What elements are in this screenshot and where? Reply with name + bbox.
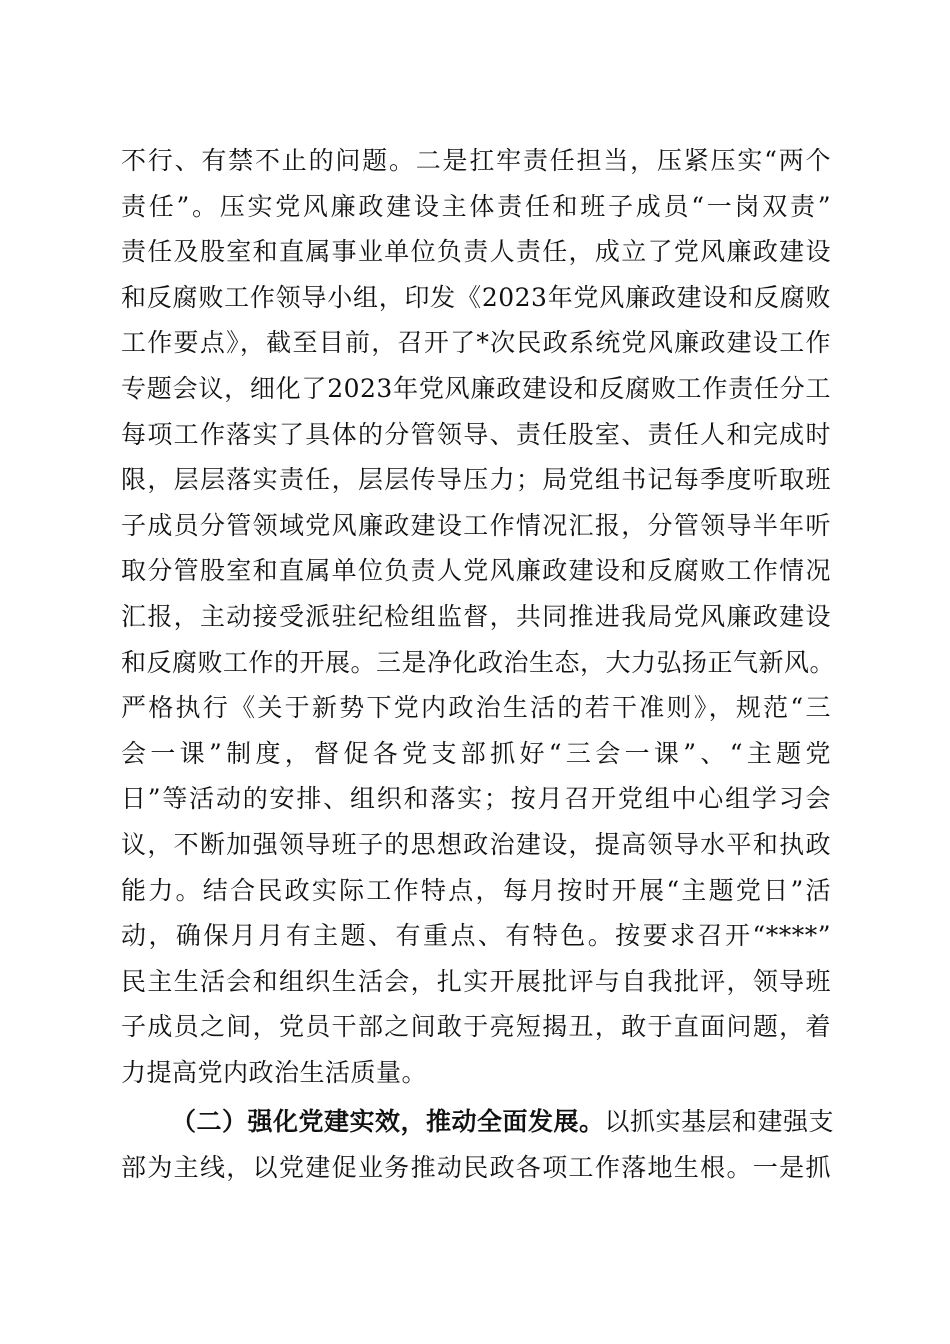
text-line: 民主生活会和组织生活会，扎实开展批评与自我批评，领导班	[121, 966, 831, 996]
text-line: 力提高党内政治生活质量。	[121, 1057, 428, 1087]
section-heading: （二）强化党建实效，推动全面发展。	[171, 1107, 605, 1137]
section-heading-rest: 以抓实基层和建强支	[604, 1107, 835, 1137]
text-line: 动，确保月月有主题、有重点、有特色。按要求召开“****”	[121, 921, 831, 951]
text-line: 和反腐败工作的开展。三是净化政治生态，大力弘扬正气新风。	[121, 647, 836, 677]
body-text	[121, 138, 836, 1191]
text-line: 和反腐败工作领导小组，印发《2023年党风廉政建设和反腐败	[121, 282, 831, 312]
text-line: 责任及股室和直属事业单位负责人责任，成立了党风廉政建设	[121, 237, 831, 267]
text-line: 子成员之间，党员干部之间敢于亮短揭丑，敢于直面问题，着	[121, 1012, 831, 1042]
text-line: 会一课”制度，督促各党支部抓好“三会一课”、“主题党	[121, 738, 832, 768]
text-line: 责任”。压实党风廉政建设主体责任和班子成员“一岗双责”	[121, 191, 831, 221]
text-line: 汇报，主动接受派驻纪检组监督，共同推进我局党风廉政建设	[121, 601, 831, 631]
text-line: 不行、有禁不止的问题。二是扛牢责任担当，压紧压实“两个	[121, 146, 831, 175]
text-line: 能力。结合民政实际工作特点，每月按时开展“主题党日”活	[121, 875, 831, 905]
text-line: 议，不断加强领导班子的思想政治建设，提高领导水平和执政	[121, 829, 831, 859]
text-line: 工作要点》，截至目前，召开了*次民政系统党风廉政建设工作	[121, 328, 831, 358]
text-line: 限，层层落实责任，层层传导压力；局党组书记每季度听取班	[121, 465, 831, 495]
text-line: 取分管股室和直属单位负责人党风廉政建设和反腐败工作情况	[121, 556, 831, 586]
text-line: 子成员分管领域党风廉政建设工作情况汇报，分管领导半年听	[121, 510, 831, 540]
section-heading-line	[121, 1099, 835, 1145]
text-line: 每项工作落实了具体的分管领导、责任股室、责任人和完成时	[121, 419, 831, 449]
text-line: 严格执行《关于新势下党内政治生活的若干准则》，规范“三	[121, 693, 831, 723]
text-line: 部为主线，以党建促业务推动民政各项工作落地生根。一是抓	[121, 1153, 831, 1183]
text-line: 专题会议，细化了2023年党风廉政建设和反腐败工作责任分工	[121, 373, 831, 403]
text-line: 日”等活动的安排、组织和落实；按月召开党组中心组学习会	[121, 784, 831, 814]
